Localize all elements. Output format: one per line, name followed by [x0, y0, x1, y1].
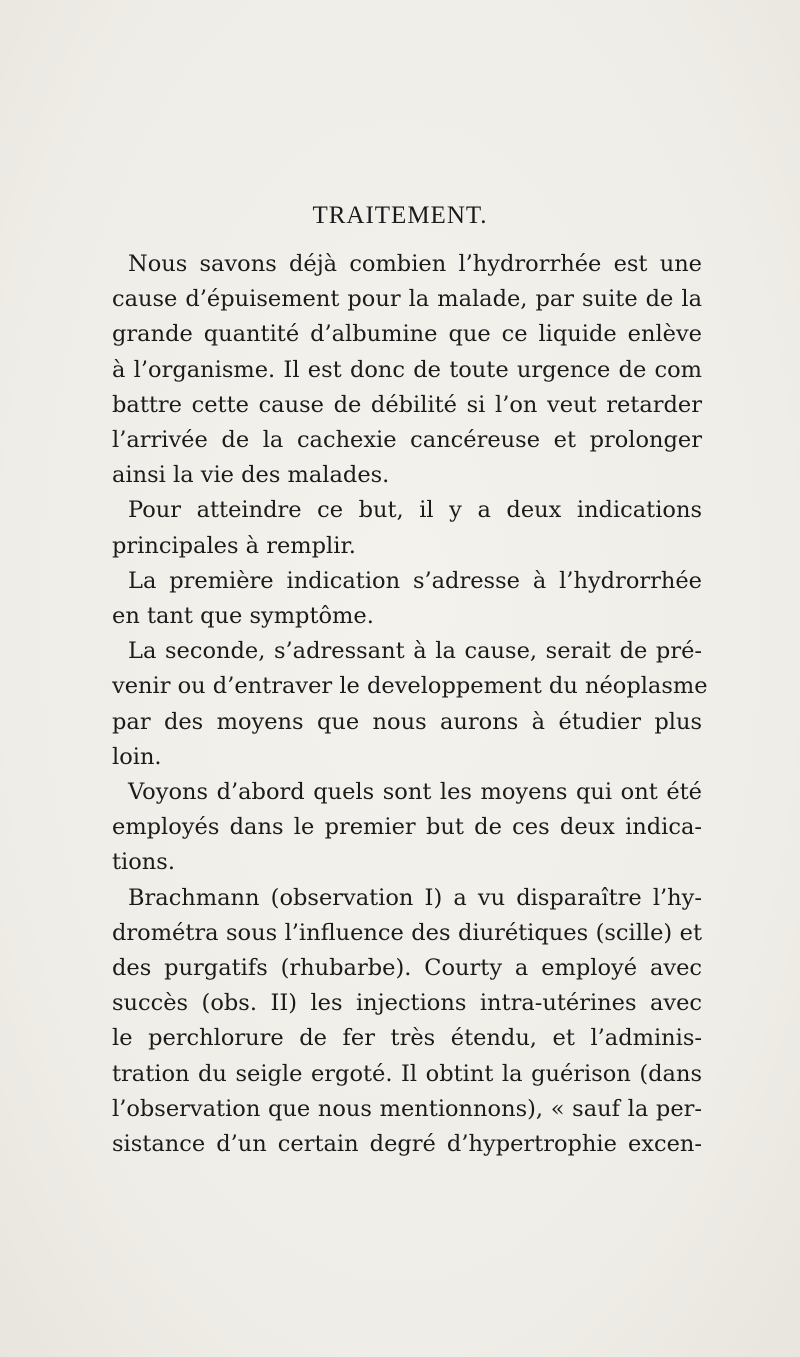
text-line: tration du seigle ergoté. Il obtint la guérison (dans	[112, 1060, 702, 1087]
text-line: employés dans le premier but de ces deux indica-	[112, 814, 702, 841]
text-line: Nous savons déjà combien l’hydrorrhée est une	[128, 251, 702, 277]
text-line: à l’organisme. Il est donc de toute urgence de com	[112, 356, 702, 383]
text-line: Pour atteindre ce but, il y a deux indications	[128, 497, 702, 524]
text-line: principales à remplir.	[112, 532, 356, 559]
text-line: tions.	[112, 849, 175, 876]
text-line: ainsi la vie des malades.	[112, 462, 390, 489]
text-line: La première indication s’adresse à l’hydrorrhée	[128, 567, 702, 594]
text-line: sistance d’un certain degré d’hypertrophie excen-	[112, 1131, 702, 1158]
text-line: La seconde, s’adressant à la cause, serait de pré-	[128, 638, 702, 665]
text-line: des purgatifs (rhubarbe). Courty a employé avec	[112, 955, 702, 982]
text-line: l’observation que nous mentionnons), « sauf la per-	[112, 1095, 702, 1122]
text-line: en tant que symptôme.	[112, 603, 374, 630]
text-line: loin.	[112, 743, 162, 770]
text-line: l’arrivée de la cachexie cancéreuse et prolonger	[112, 427, 702, 454]
text-line: drométra sous l’influence des diurétiques (scille) et	[112, 919, 702, 946]
text-line: venir ou d’entraver le developpement du néoplasme	[112, 673, 708, 700]
text-line: par des moyens que nous aurons à étudier plus	[112, 708, 702, 735]
body-text	[112, 247, 708, 1162]
text-line: Voyons d’abord quels sont les moyens qui ont été	[128, 779, 702, 806]
text-line: succès (obs. II) les injections intra-utérines avec	[112, 990, 702, 1017]
text-line: Brachmann (observation I) a vu disparaître l’hy-	[128, 884, 702, 911]
page-title: TRAITEMENT.	[312, 202, 488, 229]
text-line: grande quantité d’albumine que ce liquide enlève	[112, 321, 702, 348]
text-line: battre cette cause de débilité si l’on veut retarder	[112, 391, 702, 418]
text-line: le perchlorure de fer très étendu, et l’adminis-	[112, 1025, 702, 1052]
text-line: cause d’épuisement pour la malade, par suite de la	[112, 286, 702, 313]
